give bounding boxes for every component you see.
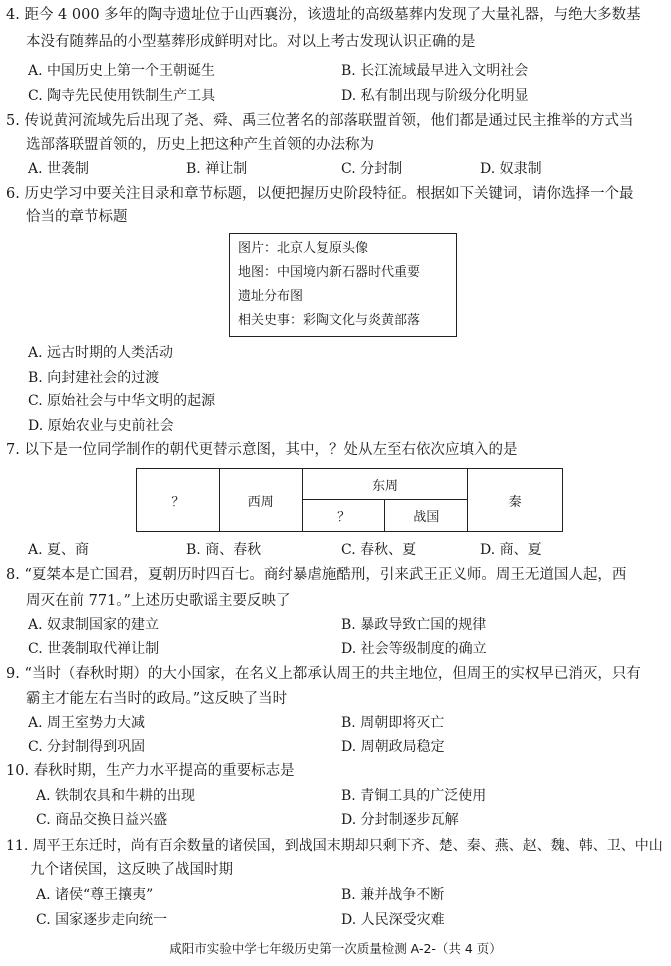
q4-stem-line1: 4. 距今 4 000 多年的陶寺遗址位于山西襄汾，该遗址的高级墓葬内发现了大量礼器，与绝大多数基 [6, 7, 641, 23]
q11-option-a[interactable]: A. 诸侯“尊王攘夷” [36, 887, 154, 903]
q6-keyword-map-cont: 遗址分布图 [238, 289, 304, 304]
q11-option-b[interactable]: B. 兼并战争不断 [341, 887, 445, 903]
q10-option-b[interactable]: B. 青铜工具的广泛使用 [341, 788, 487, 804]
q7-cell-eastern-zhou: 东周 [302, 469, 468, 500]
q7-cell-unknown-2: ？ [302, 500, 385, 532]
q9-stem-line1: 9. “当时（春秋时期）的大小国家，在名义上都承认周王的共主地位，但周王的实权早已消灭，只有 [6, 666, 641, 682]
q5-option-d[interactable]: D. 奴隶制 [480, 161, 542, 177]
q7-option-c[interactable]: C. 春秋、夏 [341, 542, 417, 558]
q7-option-b[interactable]: B. 商、春秋 [186, 542, 262, 558]
q5-stem-line2: 选部落联盟首领的，历史上把这种产生首领的办法称为 [26, 137, 374, 153]
q7-cell-warring-states: 战国 [385, 500, 468, 532]
q6-stem-line2: 恰当的章节标题 [26, 209, 128, 225]
q8-option-a[interactable]: A. 奴隶制国家的建立 [28, 617, 160, 633]
q11-option-c[interactable]: C. 国家逐步走向统一 [36, 912, 168, 928]
q6-keyword-events: 相关史事：彩陶文化与炎黄部落 [238, 313, 421, 328]
q7-cell-qin: 秦 [468, 469, 563, 532]
q9-option-c[interactable]: C. 分封制得到巩固 [28, 739, 146, 755]
q6-option-b[interactable]: B. 向封建社会的过渡 [28, 370, 160, 386]
q4-option-d[interactable]: D. 私有制出现与阶级分化明显 [341, 88, 529, 104]
q11-stem-line1: 11. 周平王东迁时，尚有百余数量的诸侯国，到战国末期却只剩下齐、楚、秦、燕、赵、魏、韩、卫、中山 [6, 838, 663, 854]
q9-option-b[interactable]: B. 周朝即将灭亡 [341, 715, 445, 731]
q10-option-c[interactable]: C. 商品交换日益兴盛 [36, 812, 168, 828]
q6-keyword-box [229, 233, 457, 337]
q10-stem: 10. 春秋时期，生产力水平提高的重要标志是 [6, 763, 295, 779]
q8-stem-line1: 8. “夏桀本是亡国君，夏朝历时四百七。商纣暴虐施酷刑，引来武王正义师。周王无道国人起，西 [6, 567, 627, 583]
q6-option-c[interactable]: C. 原始社会与中华文明的起源 [28, 393, 216, 409]
q9-option-a[interactable]: A. 周王室势力大减 [28, 715, 146, 731]
q7-dynasty-table [136, 468, 563, 532]
q10-option-a[interactable]: A. 铁制农具和牛耕的出现 [36, 788, 196, 804]
q6-option-a[interactable]: A. 远古时期的人类活动 [28, 345, 174, 361]
q9-stem-line2: 霸主才能左右当时的政局。”这反映了当时 [26, 691, 288, 707]
q11-stem-line2: 九个诸侯国，这反映了战国时期 [30, 862, 233, 878]
q7-option-d[interactable]: D. 商、夏 [480, 542, 542, 558]
q7-option-a[interactable]: A. 夏、商 [28, 542, 90, 558]
q6-option-d[interactable]: D. 原始农业与史前社会 [28, 418, 174, 434]
q8-option-d[interactable]: D. 社会等级制度的确立 [341, 641, 487, 657]
q5-stem-line1: 5. 传说黄河流域先后出现了尧、舜、禹三位著名的部落联盟首领，他们都是通过民主推举的方式当 [6, 113, 634, 129]
q8-option-b[interactable]: B. 暴政导致亡国的规律 [341, 617, 487, 633]
q4-stem-line2: 本没有随葬品的小型墓葬形成鲜明对比。对以上考古发现认识正确的是 [26, 34, 476, 50]
q5-option-c[interactable]: C. 分封制 [341, 161, 403, 177]
q8-option-c[interactable]: C. 世袭制取代禅让制 [28, 641, 160, 657]
q5-option-b[interactable]: B. 禅让制 [186, 161, 248, 177]
page-footer: 咸阳市实验中学七年级历史第一次质量检测 A-2-（共 4 页） [169, 941, 502, 956]
q6-keyword-picture: 图片：北京人复原头像 [238, 241, 369, 256]
q9-option-d[interactable]: D. 周朝政局稳定 [341, 739, 445, 755]
q4-option-c[interactable]: C. 陶寺先民使用铁制生产工具 [28, 88, 216, 104]
q7-stem: 7. 以下是一位同学制作的朝代更替示意图，其中，？处从左至右依次应填入的是 [6, 442, 518, 458]
q6-stem-line1: 6. 历史学习中要关注目录和章节标题，以便把握历史阶段特征。根据如下关键词，请你选择一个最 [6, 186, 634, 202]
q7-cell-unknown-1: ？ [137, 469, 220, 532]
q5-option-a[interactable]: A. 世袭制 [28, 161, 90, 177]
q4-option-b[interactable]: B. 长江流域最早进入文明社会 [341, 63, 529, 79]
q6-keyword-map: 地图：中国境内新石器时代重要 [238, 265, 421, 280]
q4-option-a[interactable]: A. 中国历史上第一个王朝诞生 [28, 63, 216, 79]
q7-cell-western-zhou: 西周 [219, 469, 302, 532]
q11-option-d[interactable]: D. 人民深受灾难 [341, 912, 445, 928]
q8-stem-line2: 周灭在前 771。”上述历史歌谣主要反映了 [26, 593, 291, 609]
q10-option-d[interactable]: D. 分封制逐步瓦解 [341, 812, 459, 828]
